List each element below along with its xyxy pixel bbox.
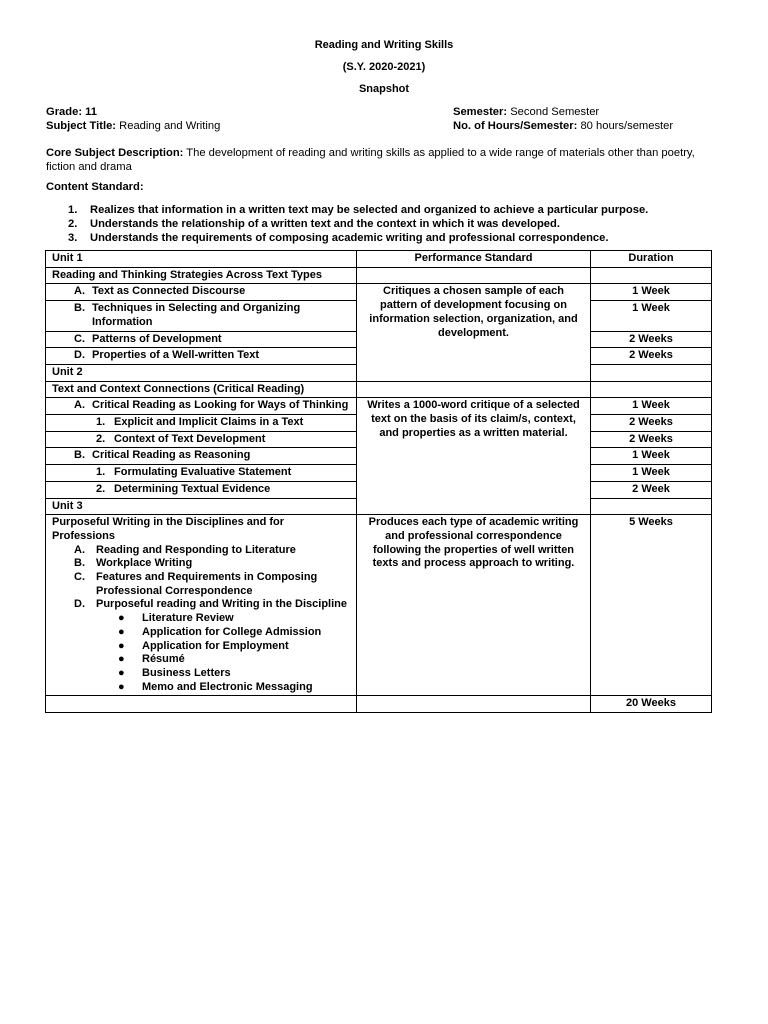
unit3-bullet-list bbox=[52, 612, 350, 694]
unit1-title: Reading and Thinking Strategies Across Text Types bbox=[46, 267, 357, 284]
topic-duration: 1 Week bbox=[591, 448, 712, 465]
topic-text: Critical Reading as Looking for Ways of Thinking bbox=[92, 399, 349, 412]
table-row bbox=[46, 515, 712, 696]
topic-text: Text as Connected Discourse bbox=[92, 285, 246, 298]
grade-value: 11 bbox=[85, 106, 97, 118]
table-row bbox=[46, 381, 712, 398]
unit2-label: Unit 2 bbox=[46, 364, 357, 381]
unit1-label: Unit 1 bbox=[46, 251, 357, 268]
unit3-title: Purposeful Writing in the Disciplines and for Professions bbox=[52, 516, 285, 542]
table-row: C. Patterns of Development 2 Weeks bbox=[46, 331, 712, 348]
list-item: ● Résumé bbox=[118, 653, 185, 666]
table-row: A. Text as Connected Discourse Critiques a chosen sample of each pattern of development focusing on information selection, organization, and development. 1 Week bbox=[46, 284, 712, 301]
topic-duration: 2 Weeks bbox=[591, 415, 712, 432]
unit2-title: Text and Context Connections (Critical Reading) bbox=[46, 381, 357, 398]
table-row: 1. Explicit and Implicit Claims in a Text 2 Weeks bbox=[46, 415, 712, 432]
topic-duration: 2 Weeks bbox=[591, 331, 712, 348]
content-standard-list bbox=[46, 203, 726, 245]
performance-standard-header: Performance Standard bbox=[357, 251, 591, 268]
snapshot-table bbox=[45, 250, 712, 713]
topic-duration: 2 Weeks bbox=[591, 431, 712, 448]
core-description-text: The development of reading and writing skills as applied to a wide range of materials other than poetry, fiction and drama bbox=[46, 147, 695, 173]
list-item: ● Application for College Admission bbox=[118, 625, 322, 638]
total-duration: 20 Weeks bbox=[591, 696, 712, 713]
table-row: 2. Context of Text Development 2 Weeks bbox=[46, 431, 712, 448]
topic-duration: 2 Weeks bbox=[591, 348, 712, 365]
topic-duration: 1 Week bbox=[591, 398, 712, 415]
list-item: ● Business Letters bbox=[118, 666, 231, 679]
grade-label: Grade: bbox=[46, 106, 83, 118]
list-item: ● Memo and Electronic Messaging bbox=[118, 680, 313, 693]
subject-line bbox=[46, 119, 220, 133]
topic-duration: 1 Week bbox=[591, 465, 712, 482]
topic-text: Explicit and Implicit Claims in a Text bbox=[114, 416, 304, 429]
content-standard-item: 3. Understands the requirements of composing academic writing and professional correspondence. bbox=[68, 232, 609, 244]
core-description-label: Core Subject Description: bbox=[46, 147, 184, 159]
school-year: (S.Y. 2020-2021) bbox=[342, 61, 426, 73]
hours-value: 80 hours/semester bbox=[580, 120, 674, 132]
topic-duration: 1 Week bbox=[591, 284, 712, 301]
unit3-content bbox=[46, 515, 357, 696]
table-row: A. Critical Reading as Looking for Ways of Thinking Writes a 1000-word critique of a selected text on the basis of its claim/s, context, and properties as a written material. 1 Week bbox=[46, 398, 712, 415]
hours-line bbox=[453, 119, 673, 133]
table-row bbox=[46, 267, 712, 284]
semester-label: Semester: bbox=[453, 106, 508, 118]
list-item: ● Literature Review bbox=[118, 612, 234, 625]
topic-text: Formulating Evaluative Statement bbox=[114, 466, 292, 479]
topic-text: Critical Reading as Reasoning bbox=[92, 449, 251, 462]
unit2-performance-standard: Writes a 1000-word critique of a selected text on the basis of its claim/s, context, and properties as a written material. bbox=[357, 398, 591, 515]
topic-text: Techniques in Selecting and Organizing Information bbox=[92, 302, 301, 328]
semester-line bbox=[453, 105, 599, 119]
content-standard-label: Content Standard: bbox=[46, 181, 144, 193]
unit3-duration: 5 Weeks bbox=[591, 515, 712, 696]
topic-duration: 1 Week bbox=[591, 301, 712, 331]
table-row: 2. Determining Textual Evidence 2 Week bbox=[46, 481, 712, 498]
unit3-topic-list bbox=[52, 544, 350, 613]
topic-duration: 2 Week bbox=[591, 481, 712, 498]
list-item: A. Reading and Responding to Literature bbox=[74, 543, 296, 556]
topic-text: Patterns of Development bbox=[92, 332, 222, 345]
unit3-performance-standard: Produces each type of academic writing and professional correspondence following the properties of well written texts and process approach to writing. bbox=[357, 515, 591, 696]
list-item: ● Application for Employment bbox=[118, 639, 289, 652]
total-row bbox=[46, 696, 712, 713]
content-standard-item: 2. Understands the relationship of a written text and the context in which it was developed. bbox=[68, 218, 560, 230]
hours-label: No. of Hours/Semester: bbox=[453, 120, 578, 132]
list-item: B. Workplace Writing bbox=[74, 557, 193, 570]
subject-value: Reading and Writing bbox=[119, 120, 221, 132]
topic-text: Determining Textual Evidence bbox=[114, 482, 271, 495]
table-row: 1. Formulating Evaluative Statement 1 Week bbox=[46, 465, 712, 482]
topic-text: Context of Text Development bbox=[114, 432, 266, 445]
unit3-label: Unit 3 bbox=[46, 498, 357, 515]
duration-header: Duration bbox=[591, 251, 712, 268]
table-row: D. Properties of a Well-written Text 2 Weeks bbox=[46, 348, 712, 365]
core-description bbox=[46, 146, 716, 174]
list-item: C. Features and Requirements in Composing Professional Correspondence bbox=[74, 571, 318, 597]
content-standard-item: 1. Realizes that information in a written text may be selected and organized to achieve a particular purpose. bbox=[68, 204, 649, 216]
list-item: D. Purposeful reading and Writing in the Discipline bbox=[74, 598, 347, 611]
document-subtitle: Snapshot bbox=[358, 83, 410, 95]
table-row: B. Techniques in Selecting and Organizing Information 1 Week bbox=[46, 301, 712, 331]
unit1-performance-standard: Critiques a chosen sample of each pattern of development focusing on information selection, organization, and development. bbox=[357, 284, 591, 381]
table-row: B. Critical Reading as Reasoning 1 Week bbox=[46, 448, 712, 465]
grade-line bbox=[46, 105, 97, 119]
document-title: Reading and Writing Skills bbox=[314, 39, 454, 51]
subject-label: Subject Title: bbox=[46, 120, 117, 132]
topic-text: Properties of a Well-written Text bbox=[92, 349, 260, 362]
semester-value: Second Semester bbox=[510, 106, 600, 118]
table-header-row bbox=[46, 251, 712, 268]
